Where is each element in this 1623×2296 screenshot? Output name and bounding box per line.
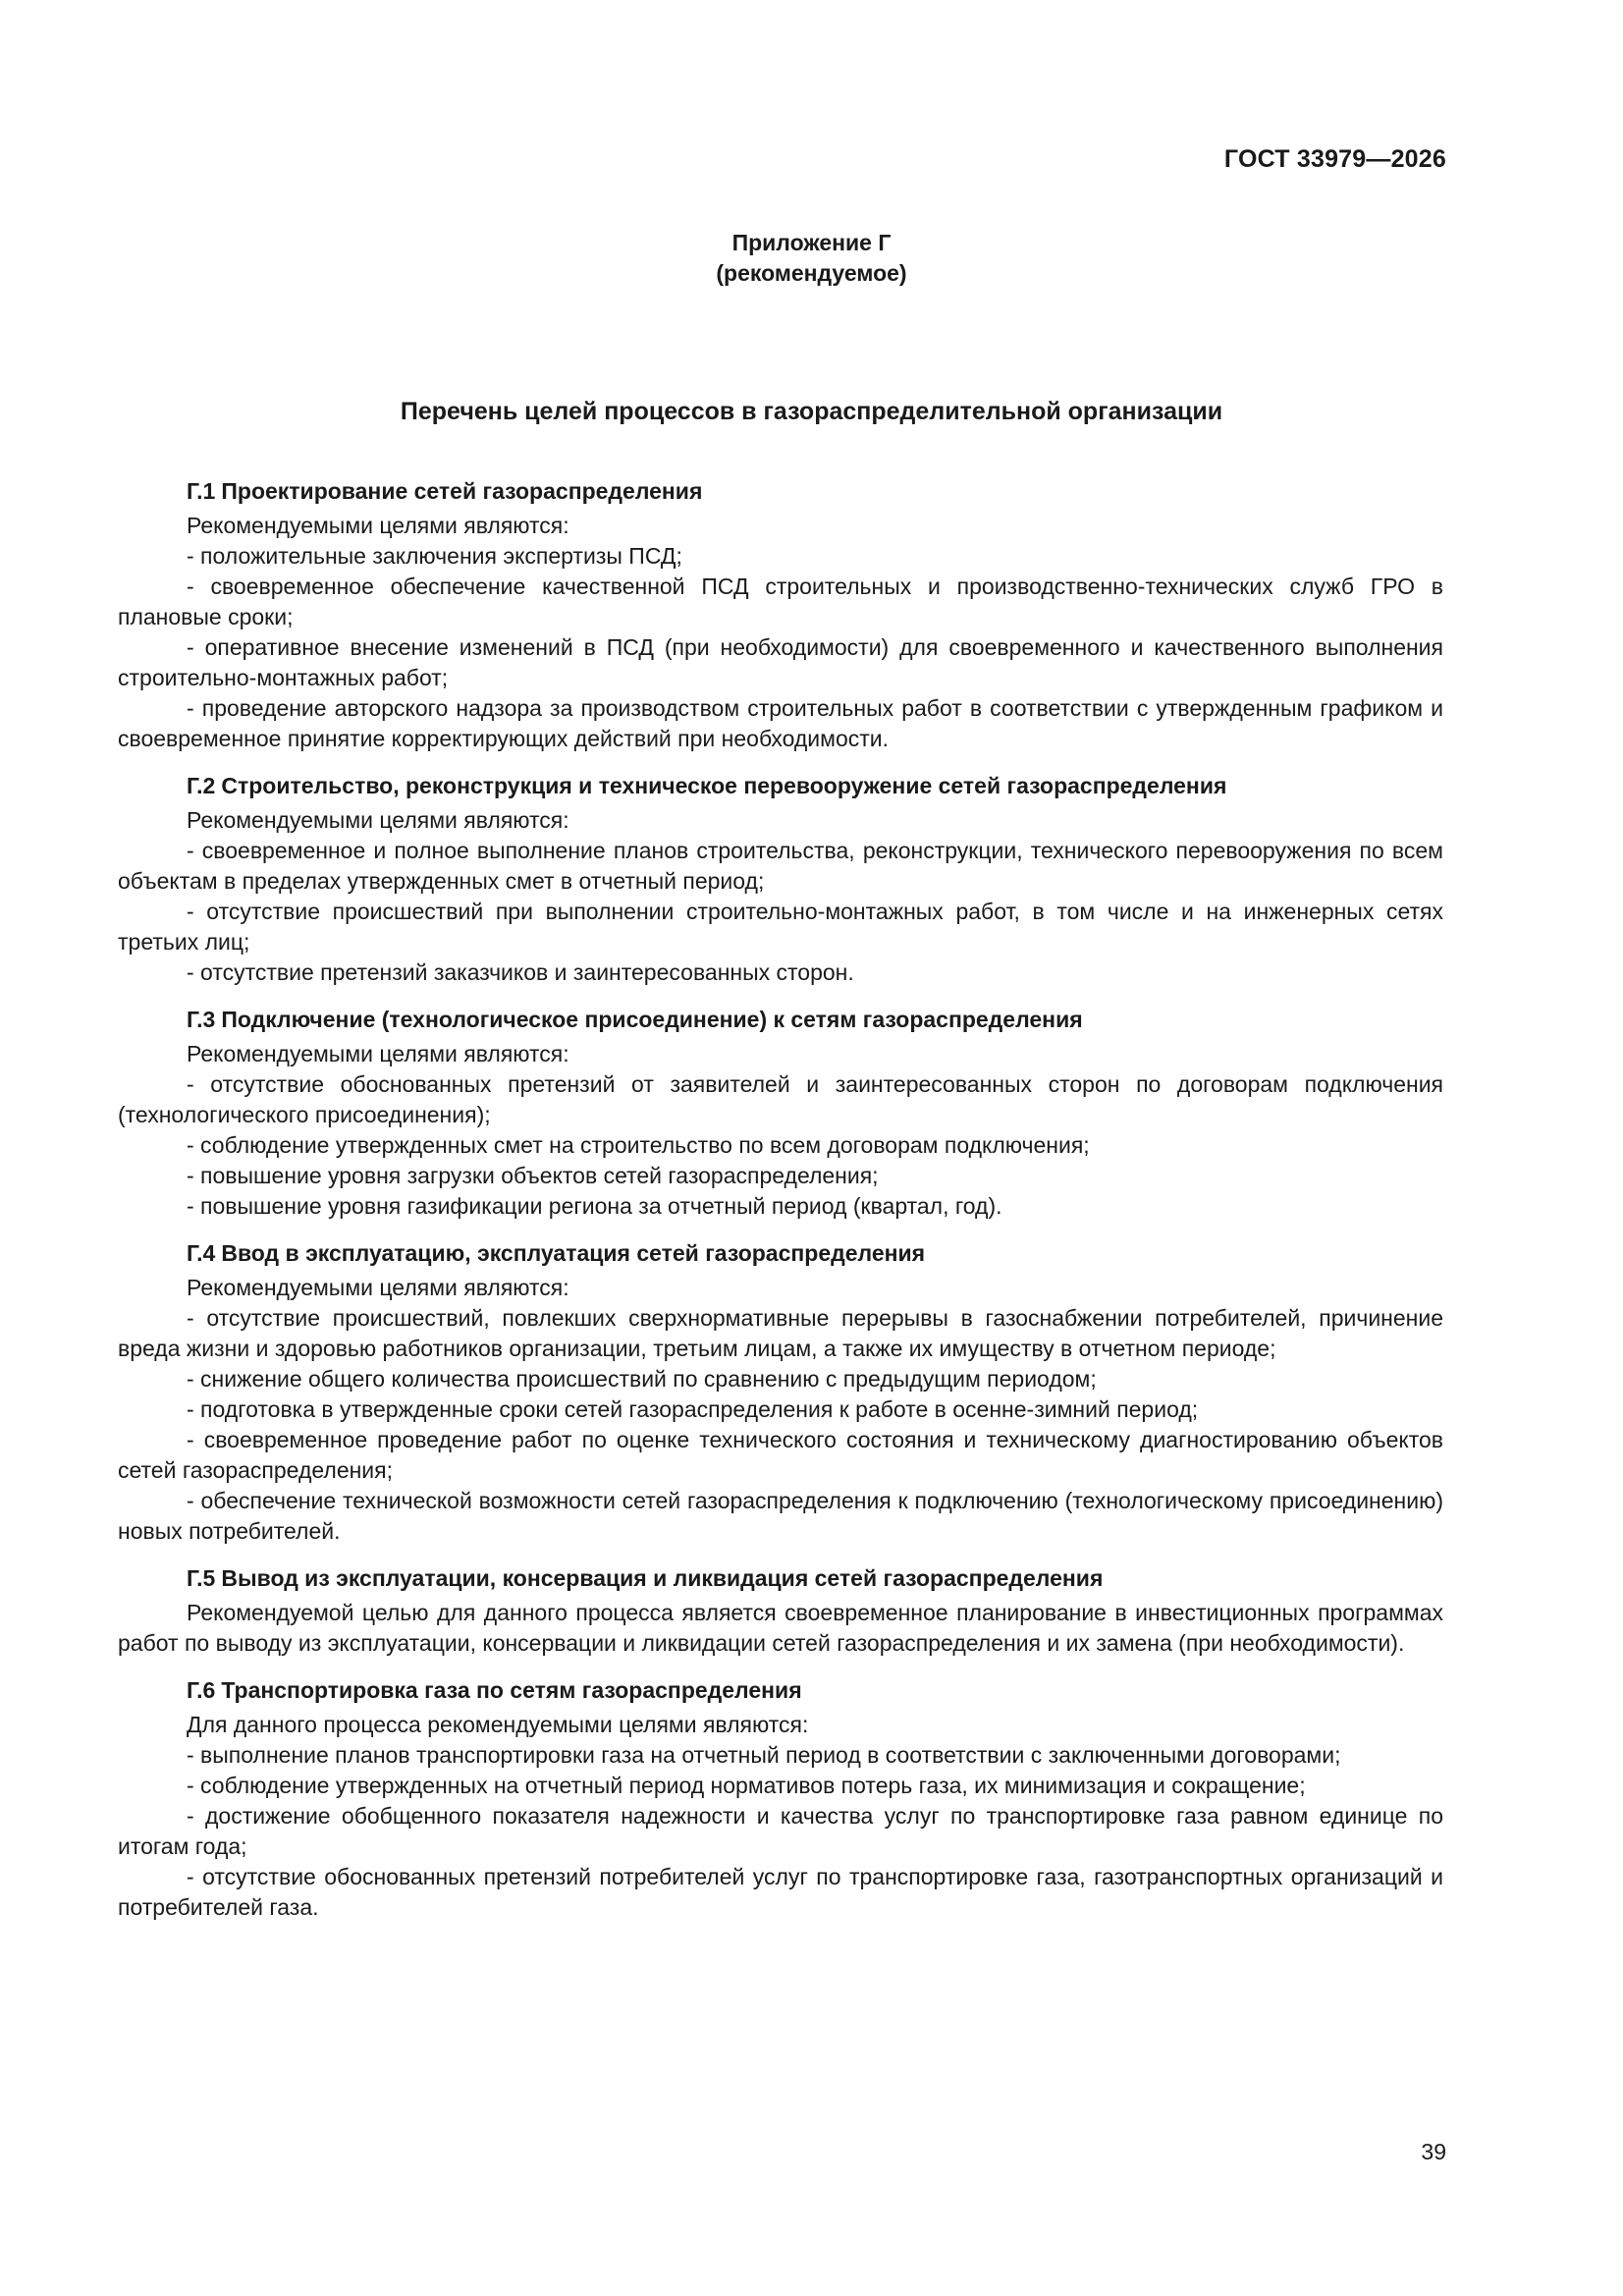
section-number: Г.4 bbox=[187, 1240, 216, 1266]
document-body bbox=[118, 476, 1443, 1940]
paragraph: Для данного процесса рекомендуемыми целями являются: bbox=[187, 1712, 809, 1737]
section-number: Г.2 bbox=[187, 773, 216, 798]
list-item: - повышение уровня загрузки объектов сетей газораспределения; bbox=[187, 1163, 879, 1188]
section-heading bbox=[118, 476, 1443, 507]
document-title: Перечень целей процессов в газораспределительной организации bbox=[400, 398, 1223, 425]
list-item: - отсутствие претензий заказчиков и заинтересованных сторон. bbox=[187, 959, 854, 985]
section-heading bbox=[118, 1675, 1443, 1706]
section-title: Транспортировка газа по сетям газораспределения bbox=[221, 1677, 802, 1703]
list-item: - повышение уровня газификации региона за отчетный период (квартал, год). bbox=[187, 1193, 1002, 1219]
list-item: - отсутствие происшествий при выполнении строительно-монтажных работ, в том числе и на инженерных сетях третьих лиц; bbox=[118, 899, 1443, 955]
paragraph: Рекомендуемой целью для данного процесса является своевременное планирование в инвестиционных программах работ по выводу из эксплуатации, консервации и ликвидации сетей газораспределения и их замена (при необходимости). bbox=[118, 1600, 1443, 1656]
section-g5 bbox=[118, 1563, 1443, 1659]
list-item: - соблюдение утвержденных смет на строительство по всем договорам подключения; bbox=[187, 1132, 1090, 1158]
paragraph: Рекомендуемыми целями являются: bbox=[187, 807, 569, 833]
list-item: - положительные заключения экспертизы ПСД; bbox=[187, 543, 682, 569]
list-item: - достижение обобщенного показателя надежности и качества услуг по транспортировке газа равном единице по итогам года; bbox=[118, 1803, 1443, 1859]
list-item: - обеспечение технической возможности сетей газораспределения к подключению (технологическому присоединению) новых потребителей. bbox=[118, 1488, 1443, 1544]
list-item: - отсутствие обоснованных претензий потребителей услуг по транспортировке газа, газотранспортных организаций и потребителей газа. bbox=[118, 1864, 1443, 1920]
section-g6 bbox=[118, 1675, 1443, 1923]
section-title: Подключение (технологическое присоединение) к сетям газораспределения bbox=[221, 1007, 1083, 1032]
section-title: Ввод в эксплуатацию, эксплуатация сетей газораспределения bbox=[221, 1240, 926, 1266]
list-item: - отсутствие обоснованных претензий от заявителей и заинтересованных сторон по договорам подключения (технологического присоединения); bbox=[118, 1071, 1443, 1127]
appendix-title: Приложение Г bbox=[731, 230, 892, 255]
list-item: - выполнение планов транспортировки газа на отчетный период в соответствии с заключенными договорами; bbox=[187, 1742, 1341, 1768]
section-number: Г.3 bbox=[187, 1007, 216, 1032]
section-number: Г.5 bbox=[187, 1565, 216, 1591]
standard-designation: ГОСТ 33979—2026 bbox=[1223, 145, 1446, 173]
list-item: - своевременное обеспечение качественной ПСД строительных и производственно-технических служб ГРО в плановые сроки; bbox=[118, 574, 1443, 629]
section-heading bbox=[118, 1563, 1443, 1594]
appendix-heading bbox=[0, 228, 1623, 289]
list-item: - оперативное внесение изменений в ПСД (при необходимости) для своевременного и качественного выполнения строительно-монтажных работ; bbox=[118, 634, 1443, 690]
section-heading bbox=[118, 1005, 1443, 1035]
section-g3 bbox=[118, 1005, 1443, 1222]
paragraph: Рекомендуемыми целями являются: bbox=[187, 1275, 569, 1300]
section-title: Проектирование сетей газораспределения bbox=[221, 478, 703, 504]
list-item: - своевременное проведение работ по оценке технического состояния и техническому диагностированию объектов сетей газораспределения; bbox=[118, 1427, 1443, 1483]
section-g4 bbox=[118, 1238, 1443, 1547]
list-item: - своевременное и полное выполнение планов строительства, реконструкции, технического перевооружения по всем объектам в пределах утвержденных смет в отчетный период; bbox=[118, 838, 1443, 894]
paragraph: Рекомендуемыми целями являются: bbox=[187, 1041, 569, 1066]
section-heading bbox=[118, 1238, 1443, 1269]
section-title: Строительство, реконструкция и техническое перевооружение сетей газораспределения bbox=[221, 773, 1227, 798]
appendix-status: (рекомендуемое) bbox=[716, 260, 907, 286]
list-item: - проведение авторского надзора за производством строительных работ в соответствии с утвержденным графиком и своевременное принятие корректирующих действий при необходимости. bbox=[118, 695, 1443, 751]
section-heading bbox=[118, 771, 1443, 801]
section-title: Вывод из эксплуатации, консервация и ликвидация сетей газораспределения bbox=[221, 1565, 1104, 1591]
section-number: Г.6 bbox=[187, 1677, 216, 1703]
list-item: - снижение общего количества происшествий по сравнению с предыдущим периодом; bbox=[187, 1366, 1097, 1392]
list-item: - подготовка в утвержденные сроки сетей газораспределения к работе в осенне-зимний период; bbox=[187, 1396, 1199, 1422]
section-number: Г.1 bbox=[187, 478, 216, 504]
list-item: - соблюдение утвержденных на отчетный период нормативов потерь газа, их минимизация и сокращение; bbox=[187, 1773, 1306, 1798]
section-g2 bbox=[118, 771, 1443, 988]
paragraph: Рекомендуемыми целями являются: bbox=[187, 513, 569, 538]
section-g1 bbox=[118, 476, 1443, 754]
list-item: - отсутствие происшествий, повлекших сверхнормативные перерывы в газоснабжении потребителей, причинение вреда жизни и здоровью работников организации, третьим лицам, а также их имуществу в отчетном периоде; bbox=[118, 1305, 1443, 1361]
page-number: 39 bbox=[1421, 2139, 1446, 2164]
